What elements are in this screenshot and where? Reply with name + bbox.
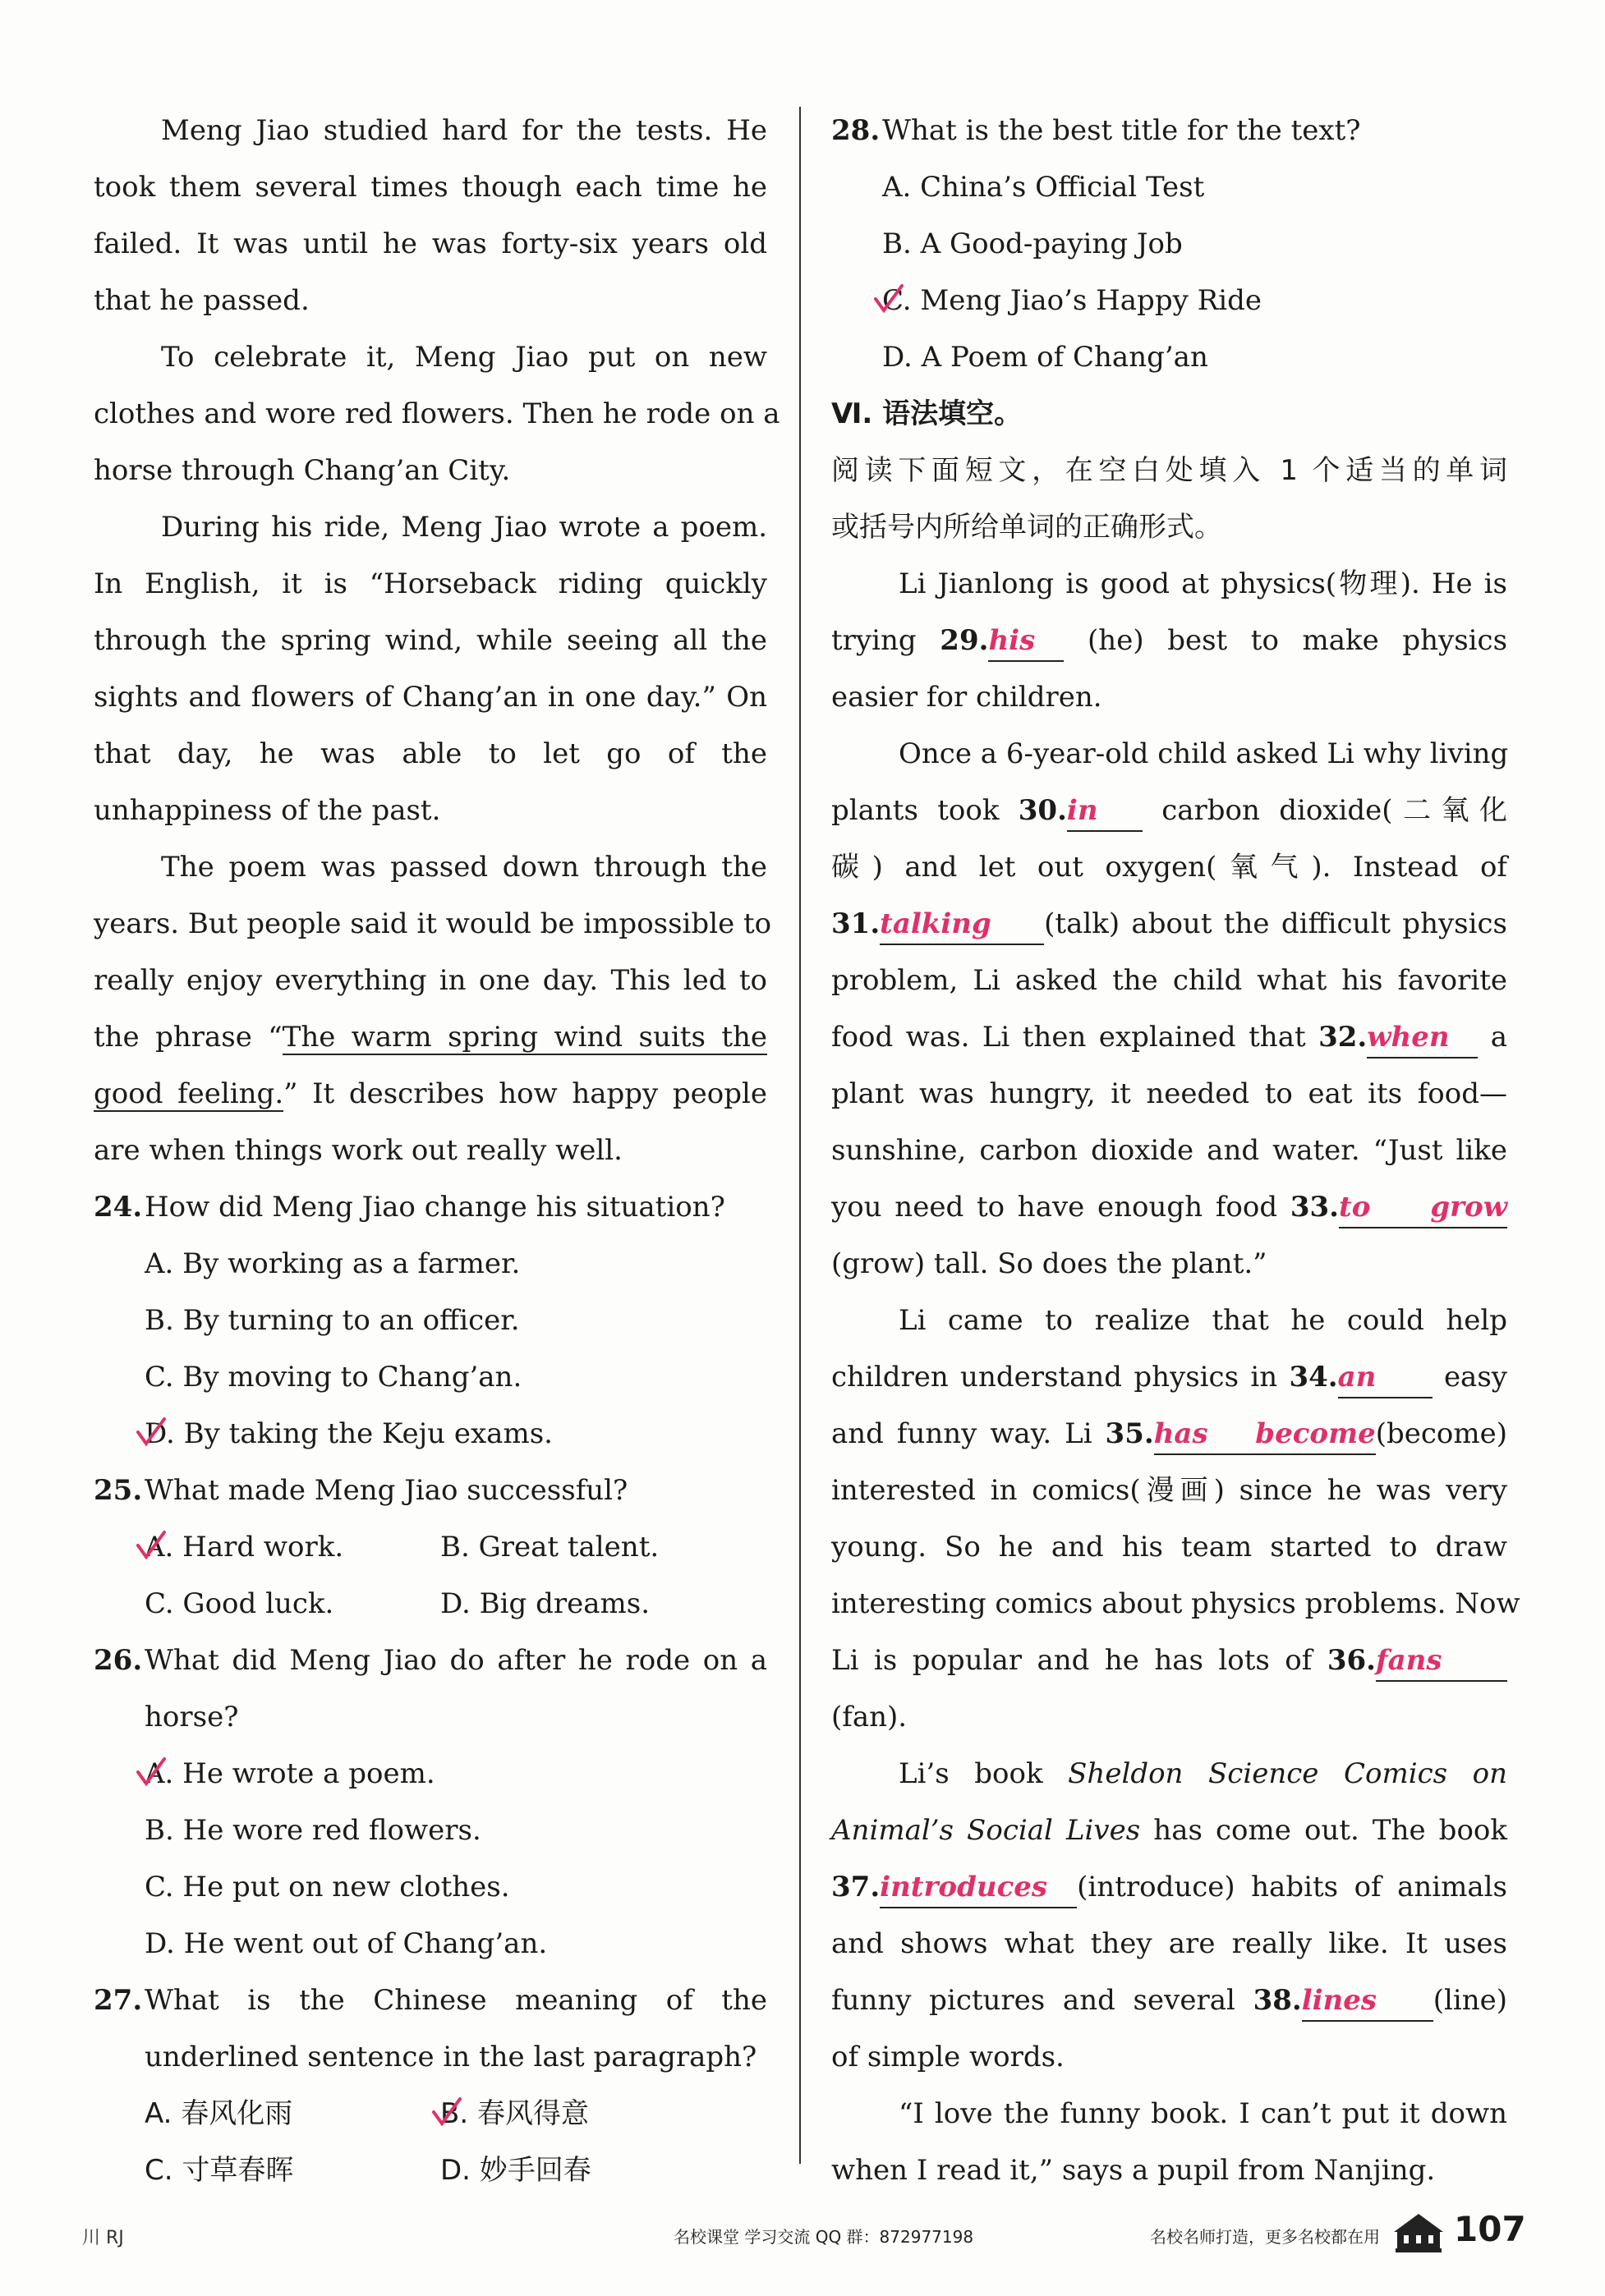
option-27b[interactable]: B. 春风得意	[440, 2086, 736, 2142]
option-27a[interactable]: A. 春风化雨	[145, 2097, 293, 2130]
blank-33[interactable]: to grow	[1339, 1187, 1507, 1228]
blank-38[interactable]: lines	[1302, 1981, 1433, 2022]
option-28a[interactable]: A. China’s Official Test	[882, 171, 1205, 204]
cloze-paragraph-2: Once a 6-year-old child asked Li why living plants took 30.in carbon dioxide(二氧化 碳) and let out oxygen(氧气). Instead of 31.talking (talk) about the difficult physics problem, Li asked the child what his favorite food was. Li then explained that 32.when a plant was hungry, it needed to eat its food— sunshine, carbon dioxide and water. “Just like you need to have enough food 33.to grow (grow) tall. So does the plant.”	[831, 737, 1509, 1280]
question-27: 27. What is the Chinese meaning of the underlined sentence in the last paragraph? A. 春风化雨 B. 春风得意 C. 寸草春晖 D. 妙手回春	[94, 1972, 767, 2199]
option-24d[interactable]: D. By taking the Keju exams.	[94, 1406, 767, 1463]
option-26a[interactable]: A. He wrote a poem.	[94, 1746, 767, 1802]
option-25b[interactable]: B. Great talent.	[440, 1531, 660, 1564]
option-28b[interactable]: B. A Good-paying Job	[882, 227, 1183, 260]
page-number: 107	[1454, 2209, 1526, 2249]
blank-34[interactable]: an	[1338, 1357, 1433, 1398]
passage-paragraph-2: To celebrate it, Meng Jiao put on new clothes and wore red flowers. Then he rode on a horse through Chang’an City.	[94, 341, 780, 487]
passage-paragraph-1: Meng Jiao studied hard for the tests. He took them several times though each time he failed. It was until he was forty-six years old that he passed.	[94, 114, 767, 317]
option-25a[interactable]: A. Hard work.	[145, 1519, 440, 1576]
section-heading: Ⅵ. 语法填空。	[831, 397, 1023, 430]
school-building-logo-icon	[1392, 2209, 1445, 2255]
option-24c[interactable]: C. By moving to Chang’an.	[145, 1361, 522, 1394]
book-title: Sheldon Science Comics on	[1068, 1757, 1507, 1790]
cloze-paragraph-3: Li came to realize that he could help children understand physics in 34.an easy and funny way. Li 35.has become(become) interested in comics(漫画) since he was very young. So he and his team started to draw interesting comics about physics problems. Now Li is popular and he has lots of 36.fans (fan).	[831, 1304, 1520, 1733]
option-28c[interactable]: C. Meng Jiao’s Happy Ride	[831, 273, 1507, 329]
blank-32[interactable]: when	[1367, 1017, 1478, 1058]
question-24: 24. How did Meng Jiao change his situation? A. By working as a farmer. B. By turning to an officer. C. By moving to Chang’an. D. By taking the Keju exams.	[94, 1179, 767, 1463]
option-25d[interactable]: D. Big dreams.	[440, 1587, 650, 1620]
cloze-paragraph-4: Li’s book Sheldon Science Comics on Animal’s Social Lives has come out. The book 37.introduces (introduce) habits of animals and shows what they are really like. It uses funny pictures and several 38.lines (line) of simple words.	[831, 1757, 1508, 2073]
blank-29[interactable]: his	[988, 621, 1064, 662]
instructions-line-2: 或括号内所给单词的正确形式。	[831, 511, 1222, 544]
blank-30[interactable]: in	[1067, 791, 1143, 832]
question-25: 25. What made Meng Jiao successful? A. Hard work. B. Great talent. C. Good luck. D. Big dreams.	[94, 1463, 767, 1632]
left-column	[94, 103, 780, 2199]
book-title-end: Animal’s Social Lives	[831, 1814, 1141, 1847]
check-mark-icon	[135, 1416, 168, 1449]
check-mark-icon	[135, 1756, 168, 1789]
option-28d[interactable]: D. A Poem of Chang’an	[882, 341, 1208, 374]
slogan: 名校名师打造，更多名校都在用	[1150, 2227, 1380, 2247]
edition-label: 川 RJ	[82, 2228, 124, 2248]
option-24b[interactable]: B. By turning to an officer.	[145, 1304, 520, 1337]
option-26c[interactable]: C. He put on new clothes.	[145, 1871, 510, 1903]
page-footer	[82, 2209, 1526, 2258]
right-column	[831, 103, 1520, 2199]
option-26b[interactable]: B. He wore red flowers.	[145, 1814, 481, 1847]
option-26d[interactable]: D. He went out of Chang’an.	[145, 1927, 548, 1960]
question-26: 26. What did Meng Jiao do after he rode on a horse? A. He wrote a poem. B. He wore red flowers. C. He put on new clothes. D. He went out of Chang’an.	[94, 1632, 767, 1972]
blank-36[interactable]: fans	[1376, 1641, 1507, 1682]
option-27c[interactable]: C. 寸草春晖	[145, 2154, 294, 2187]
option-25c[interactable]: C. Good luck.	[145, 1587, 334, 1620]
check-mark-icon	[872, 282, 905, 315]
underlined-sentence: The warm spring wind suits the	[282, 1021, 767, 1054]
underlined-sentence-end: good feeling.	[94, 1077, 284, 1110]
check-mark-icon	[135, 1529, 168, 1562]
column-divider	[799, 107, 801, 2164]
blank-31[interactable]: talking	[880, 904, 1044, 945]
option-27d[interactable]: D. 妙手回春	[440, 2154, 591, 2187]
blank-37[interactable]: introduces	[880, 1867, 1077, 1908]
option-24a[interactable]: A. By working as a farmer.	[145, 1247, 521, 1280]
cloze-paragraph-1: Li Jianlong is good at physics(物理). He is trying 29.his (he) best to make physics easier for children.	[831, 567, 1508, 714]
cloze-paragraph-5: “I love the funny book. I can’t put it down when I read it,” says a pupil from Nanjing.	[831, 2097, 1507, 2187]
passage-paragraph-4: The poem was passed down through the years. But people said it would be impossible to really enjoy everything in one day. This led to the phrase “The warm spring wind suits the good feeling.” It describes how happy people are when things work out really well.	[94, 851, 772, 1167]
question-28: 28. What is the best title for the text? A. China’s Official Test B. A Good-paying Job C. Meng Jiao’s Happy Ride D. A Poem of Chang’an	[831, 103, 1507, 386]
check-mark-icon	[430, 2096, 463, 2128]
publisher-qq-group: 名校课堂 学习交流 QQ 群：872977198	[674, 2227, 974, 2247]
instructions-line-1: 阅读下面短文，在空白处填入 1 个适当的单词	[831, 454, 1507, 487]
passage-paragraph-3: During his ride, Meng Jiao wrote a poem. In English, it is “Horseback riding quickly through the spring wind, while seeing all the sights and flowers of Chang’an in one day.” On that day, he was able to let go of the unhappiness of the past.	[94, 511, 767, 827]
blank-35[interactable]: has become	[1154, 1414, 1376, 1455]
